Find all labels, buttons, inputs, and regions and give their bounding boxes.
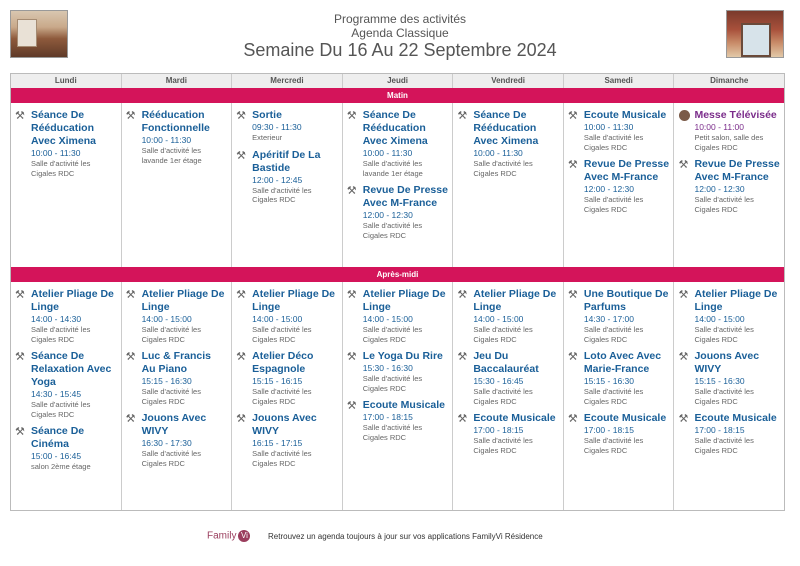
activity-time: 15:15 - 16:30 [141, 376, 192, 386]
activity-title: Jouons Avec WIVY [694, 350, 760, 375]
day-header: Samedi [564, 74, 675, 88]
activity-item[interactable] [568, 350, 670, 406]
activity-time: 10:00 - 11:30 [141, 135, 192, 145]
activity-time: 16:30 - 17:30 [141, 438, 192, 448]
activity-time: 14:00 - 15:00 [362, 314, 413, 324]
activity-item[interactable] [236, 288, 338, 344]
activity-place: Salle d'activité les Cigales RDC [252, 325, 312, 344]
day-cell [674, 103, 784, 267]
day-cell [122, 282, 233, 510]
day-cell [11, 282, 122, 510]
activity-item[interactable] [457, 288, 559, 344]
tools-icon [236, 109, 252, 143]
day-cell [674, 282, 784, 510]
activity-title: Revue De Presse Avec M-France [362, 184, 448, 209]
tools-icon [236, 149, 252, 205]
activity-item[interactable] [236, 149, 338, 205]
activity-place: Salle d'activité les Cigales RDC [694, 387, 754, 406]
day-header: Jeudi [343, 74, 454, 88]
activity-item[interactable] [126, 412, 228, 468]
activity-item[interactable] [236, 350, 338, 406]
activity-item[interactable] [15, 288, 117, 344]
activity-title: Ecoute Musicale [473, 412, 556, 424]
activity-title: Loto Avec Avec Marie-France [583, 350, 662, 375]
activity-title: Ecoute Musicale [583, 109, 667, 121]
tools-icon [15, 109, 31, 178]
activity-time: 14:30 - 17:00 [583, 314, 634, 324]
activity-title: Atelier Pliage De Linge [252, 288, 336, 313]
activity-place: Salle d'activité les Cigales RDC [31, 325, 91, 344]
day-cell [564, 282, 675, 510]
activity-place: Salle d'activité les Cigales RDC [473, 159, 533, 178]
morning-row [11, 103, 784, 267]
activity-title: Atelier Pliage De Linge [141, 288, 225, 313]
activity-title: Une Boutique De Parfums [583, 288, 669, 313]
tools-icon [126, 412, 142, 468]
activity-place: Salle d'activité les Cigales RDC [362, 325, 423, 344]
tools-icon [568, 350, 584, 406]
tools-icon [236, 350, 252, 406]
activity-time: 15:15 - 16:30 [583, 376, 634, 386]
period-bar-morning: Matin [11, 88, 784, 103]
activity-time: 17:00 - 18:15 [473, 425, 524, 435]
activity-item[interactable] [15, 109, 117, 178]
activity-time: 14:00 - 15:00 [252, 314, 303, 324]
tools-icon [457, 288, 473, 344]
week-title: Semaine Du 16 Au 22 Septembre 2024 [243, 40, 557, 60]
activity-place: Salle d'activité les lavande 1er étage [362, 159, 423, 178]
tools-icon [347, 184, 363, 240]
activity-time: 12:00 - 12:45 [252, 174, 303, 185]
activity-place: Salle d'activité les Cigales RDC [694, 436, 754, 455]
agenda-grid [10, 73, 785, 511]
activity-title: Jouons Avec WIVY [252, 412, 317, 437]
logo-mark: Vi [238, 530, 250, 542]
activity-place: Salle d'activité les Cigales RDC [473, 436, 533, 455]
activity-item[interactable] [347, 399, 449, 442]
activity-item[interactable] [15, 425, 117, 472]
tools-icon [236, 288, 252, 344]
activity-time: 12:00 - 12:30 [694, 184, 745, 194]
activity-title: Atelier Déco Espagnole [252, 350, 314, 375]
activity-item[interactable] [678, 350, 780, 406]
activity-place: Salle d'activité les Cigales RDC [141, 325, 201, 344]
activity-place: Petit salon, salle des Cigales RDC [694, 133, 764, 152]
activity-title: Atelier Pliage De Linge [362, 288, 446, 313]
activity-title: Atelier Pliage De Linge [31, 288, 114, 313]
activity-item[interactable] [568, 412, 670, 455]
tools-icon [678, 158, 694, 214]
tools-icon [568, 412, 584, 455]
day-header: Lundi [11, 74, 122, 88]
activity-title: Rééducation Fonctionnelle [141, 109, 210, 134]
day-header-row [11, 74, 784, 88]
tools-icon [568, 158, 584, 214]
activity-place: Salle d'activité les Cigales RDC [31, 400, 91, 419]
activity-item[interactable] [678, 288, 780, 344]
tools-icon [347, 288, 363, 344]
activity-time: 09:30 - 11:30 [252, 122, 302, 132]
activity-time: 17:00 - 18:15 [694, 425, 745, 435]
activity-item[interactable] [678, 109, 780, 152]
activity-time: 10:00 - 11:00 [694, 122, 744, 132]
tools-icon [15, 288, 31, 344]
activity-time: 10:00 - 11:30 [473, 148, 523, 158]
program-title: Programme des activités [333, 12, 467, 26]
activity-time: 10:00 - 11:30 [583, 122, 634, 132]
activity-item[interactable] [347, 184, 449, 240]
footer-text: Retrouvez un agenda toujours à jour sur vos applications FamilyVi Résidence [268, 532, 543, 541]
activity-title: Revue De Presse Avec M-France [583, 158, 670, 183]
activity-place: Salle d'activité les Cigales RDC [694, 325, 754, 344]
day-cell [232, 103, 343, 267]
activity-item[interactable] [347, 109, 449, 178]
activity-time: 12:00 - 12:30 [583, 184, 634, 194]
tools-icon [126, 288, 142, 344]
activity-place: salon 2ème étage [31, 462, 91, 471]
activity-place: Salle d'activité les Cigales RDC [141, 387, 201, 406]
activity-time: 15:15 - 16:15 [252, 376, 303, 386]
tools-icon [678, 288, 694, 344]
tools-icon [678, 412, 694, 455]
activity-item[interactable] [126, 350, 228, 406]
day-cell [343, 282, 454, 510]
activity-time: 14:00 - 15:00 [694, 314, 745, 324]
activity-place: Salle d'activité les lavande 1er étage [141, 146, 202, 165]
logo-text: Family [207, 530, 237, 542]
activity-time: 14:00 - 15:00 [473, 314, 524, 324]
activity-time: 16:15 - 17:15 [252, 438, 303, 448]
activity-time: 14:30 - 15:45 [31, 389, 82, 399]
activity-place: Salle d'activité les Cigales RDC [583, 325, 644, 344]
activity-place: Salle d'activité les Cigales RDC [141, 449, 201, 468]
activity-time: 12:00 - 12:30 [362, 210, 413, 220]
activity-title: Ecoute Musicale [694, 412, 777, 424]
tools-icon [678, 350, 694, 406]
activity-place: Salle d'activité les Cigales RDC [473, 387, 533, 406]
activity-place: Exterieur [252, 133, 283, 142]
activity-place: Salle d'activité les Cigales RDC [252, 185, 312, 204]
day-cell [453, 103, 564, 267]
activity-place: Salle d'activité les Cigales RDC [362, 423, 423, 442]
activity-place: Salle d'activité les Cigales RDC [583, 387, 644, 406]
day-cell [11, 103, 122, 267]
activity-time: 15:15 - 16:30 [694, 376, 745, 386]
tools-icon [15, 350, 31, 419]
activity-time: 15:00 - 16:45 [31, 451, 82, 461]
activity-item[interactable] [568, 109, 670, 152]
activity-item[interactable] [457, 350, 559, 406]
activity-item[interactable] [126, 109, 228, 165]
activity-title: Le Yoga Du Rire [362, 350, 443, 362]
activity-title: Messe Télévisée [694, 109, 777, 121]
tools-icon [457, 350, 473, 406]
activity-place: Salle d'activité les Cigales RDC [583, 195, 644, 214]
activity-title: Séance De Rééducation Avec Ximena [473, 109, 539, 147]
tools-icon [126, 109, 142, 165]
activity-place: Salle d'activité les Cigales RDC [362, 221, 423, 240]
tools-icon [568, 288, 584, 344]
activity-place: Salle d'activité les Cigales RDC [694, 195, 754, 214]
activity-time: 17:00 - 18:15 [583, 425, 634, 435]
activity-time: 15:30 - 16:45 [473, 376, 524, 386]
afternoon-row [11, 282, 784, 510]
activity-item[interactable] [236, 412, 338, 468]
activity-place: Salle d'activité les Cigales RDC [583, 436, 644, 455]
activity-title: Atelier Pliage De Linge [473, 288, 557, 313]
agenda-subtitle: Agenda Classique [351, 26, 449, 40]
tools-icon [15, 425, 31, 472]
activity-time: 17:00 - 18:15 [362, 412, 413, 422]
day-cell [564, 103, 675, 267]
tools-icon [126, 350, 142, 406]
activity-title: Séance De Cinéma [31, 425, 85, 450]
activity-time: 14:00 - 14:30 [31, 314, 82, 324]
activity-item[interactable] [568, 288, 670, 344]
activity-place: Salle d'activité les Cigales RDC [473, 325, 533, 344]
activity-place: Salle d'activité les Cigales RDC [31, 159, 91, 178]
tools-icon [347, 399, 363, 442]
day-header: Mercredi [232, 74, 343, 88]
activity-place: Salle d'activité les Cigales RDC [252, 449, 312, 468]
activity-place: Salle d'activité les Cigales RDC [583, 133, 644, 152]
activity-time: 14:00 - 15:00 [141, 314, 192, 324]
tools-icon [457, 412, 473, 455]
activity-title: Jeu Du Baccalauréat [473, 350, 539, 375]
activity-item[interactable] [347, 288, 449, 344]
activity-item[interactable] [457, 109, 559, 178]
period-bar-afternoon: Après-midi [11, 267, 784, 282]
tools-icon [568, 109, 584, 152]
activity-time: 10:00 - 11:30 [31, 148, 81, 158]
day-cell [453, 282, 564, 510]
activity-item[interactable] [347, 350, 449, 393]
day-cell [343, 103, 454, 267]
tools-icon [457, 109, 473, 178]
activity-item[interactable] [678, 158, 780, 214]
activity-title: Séance De Rééducation Avec Ximena [31, 109, 96, 147]
activity-title: Sortie [252, 109, 282, 121]
tools-icon [347, 109, 363, 178]
activity-title: Atelier Pliage De Linge [694, 288, 778, 313]
activity-title: Jouons Avec WIVY [141, 412, 207, 437]
activity-title: Ecoute Musicale [362, 399, 446, 411]
activity-place: Salle d'activité les Cigales RDC [362, 374, 423, 393]
activity-item[interactable] [678, 412, 780, 455]
priest-icon [678, 109, 694, 152]
day-cell [232, 282, 343, 510]
activity-title: Revue De Presse Avec M-France [694, 158, 780, 183]
day-cell [122, 103, 233, 267]
day-header: Dimanche [674, 74, 784, 88]
activity-time: 10:00 - 11:30 [362, 148, 413, 158]
activity-item[interactable] [568, 158, 670, 214]
activity-item[interactable] [126, 288, 228, 344]
activity-title: Séance De Rééducation Avec Ximena [362, 109, 428, 147]
activity-place: Salle d'activité les Cigales RDC [252, 387, 312, 406]
activity-item[interactable] [15, 350, 117, 419]
activity-time: 15:30 - 16:30 [362, 363, 413, 373]
activity-item[interactable] [457, 412, 559, 455]
day-header: Vendredi [453, 74, 564, 88]
activity-item[interactable] [236, 109, 338, 143]
day-header: Mardi [122, 74, 233, 88]
tools-icon [347, 350, 363, 393]
tools-icon [236, 412, 252, 468]
activity-title: Ecoute Musicale [583, 412, 667, 424]
activity-title: Apéritif De La Bastide [252, 148, 321, 174]
activity-title: Séance De Relaxation Avec Yoga [31, 350, 112, 388]
familyvi-logo [207, 530, 250, 542]
activity-title: Luc & Francis Au Piano [141, 350, 212, 375]
